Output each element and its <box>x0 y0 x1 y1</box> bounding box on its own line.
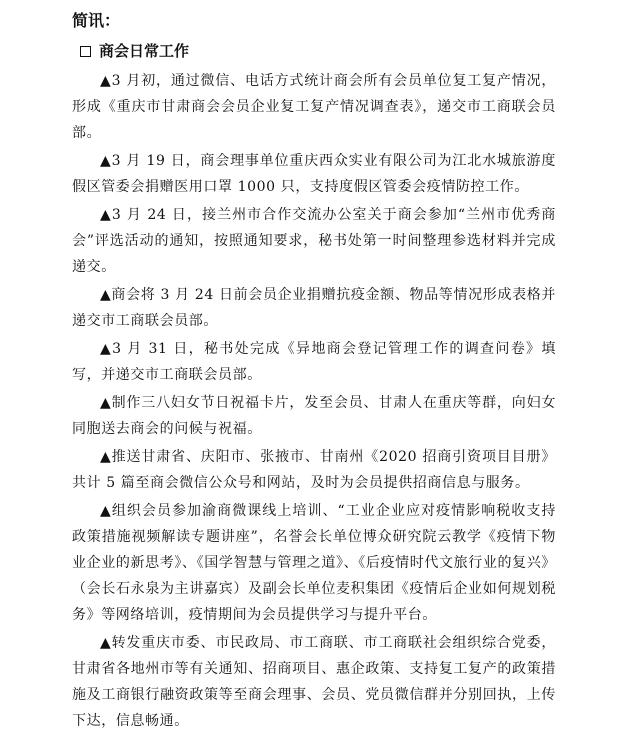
news-item: ▲3 月 19 日，商会理事单位重庆西众实业有限公司为江北水城旅游度假区管委会捐赠医用口罩 1000 只，支持度假区管委会疫情防控工作。 <box>72 153 556 195</box>
news-item: ▲推送甘肃省、庆阳市、张掖市、甘南州《2020 招商引资项目目册》共计 5 篇至商会微信公众号和网站，及时为会员提供招商信息与服务。 <box>72 449 556 491</box>
news-item: ▲组织会员参加渝商微课线上培训、“工业企业应对疫情影响税收支持政策措施视频解读专题讲座”，名誉会长单位博众研究院云教学《疫情下物业企业的新思考》、《国学智慧与管理之道》、《后疫情时代文旅行业的复兴》（会长石永泉为主讲嘉宾）及副会长单位麦积集团《疫情后企业如何规划税务》等网络培训，疫情期间为会员提供学习与提升平台。 <box>72 503 556 623</box>
news-item: ▲商会将 3 月 24 日前会员企业捐赠抗疫金额、物品等情况形成表格并递交市工商联会员部。 <box>72 287 556 329</box>
checkbox-square-icon <box>80 46 91 57</box>
news-item: ▲3 月 31 日，秘书处完成《异地商会登记管理工作的调查问卷》填写，并递交市工商联会员部。 <box>72 341 556 383</box>
news-item: ▲转发重庆市委、市民政局、市工商联、市工商联社会组织综合党委，甘肃省各地州市等有关通知、招商项目、惠企政策、支持复工复产的政策措施及工商银行融资政策等至商会理事、会员、党员微信群并分别回执，上传下达，信息畅通。 <box>72 635 556 729</box>
news-item: ▲3 月初，通过微信、电话方式统计商会所有会员单位复工复产情况，形成《重庆市甘肃商会会员企业复工复产情况调查表》，递交市工商联会员部。 <box>72 73 556 141</box>
section-title-row <box>80 40 189 62</box>
news-item: ▲制作三八妇女节日祝福卡片，发至会员、甘肃人在重庆等群，向妇女同胞送去商会的问候与祝福。 <box>72 395 556 437</box>
brief-news-heading: 简讯： <box>72 11 121 30</box>
section-title: 商会日常工作 <box>99 42 190 60</box>
news-item: ▲3 月 24 日，接兰州市合作交流办公室关于商会参加“兰州市优秀商会”评选活动的通知，按照通知要求，秘书处第一时间整理参选材料并完成递交。 <box>72 207 556 275</box>
news-body <box>72 68 556 734</box>
